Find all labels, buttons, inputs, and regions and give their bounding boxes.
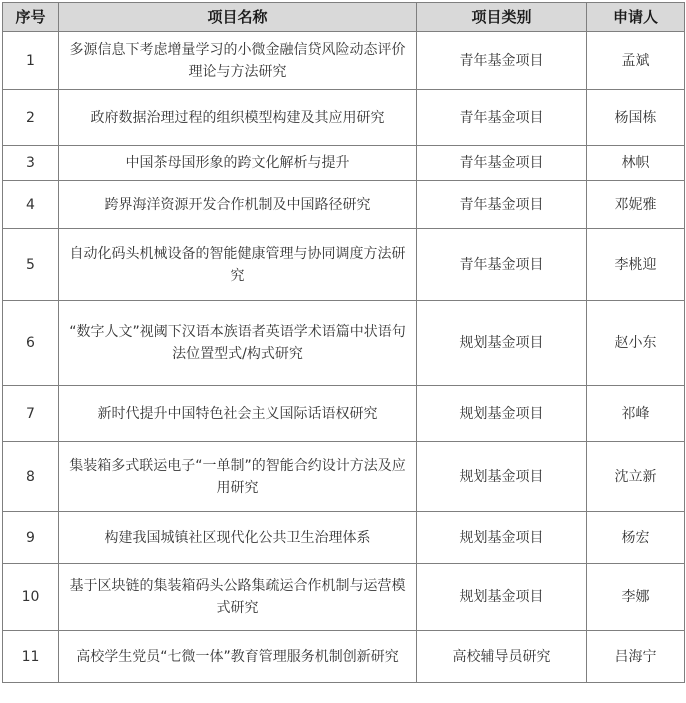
row-applicant: 沈立新 [587, 442, 685, 512]
row-category: 青年基金项目 [417, 90, 587, 146]
row-name: 集装箱多式联运电子“一单制”的智能合约设计方法及应用研究 [59, 442, 417, 512]
row-category: 规划基金项目 [417, 386, 587, 442]
row-no: 2 [3, 90, 59, 146]
row-name: 多源信息下考虑增量学习的小微金融信贷风险动态评价理论与方法研究 [59, 32, 417, 90]
header-name: 项目名称 [59, 3, 417, 32]
row-no: 11 [3, 631, 59, 683]
header-category: 项目类别 [417, 3, 587, 32]
row-no: 10 [3, 564, 59, 631]
row-applicant: 祁峰 [587, 386, 685, 442]
row-name: 自动化码头机械设备的智能健康管理与协同调度方法研究 [59, 229, 417, 301]
row-name: 新时代提升中国特色社会主义国际话语权研究 [59, 386, 417, 442]
row-no: 6 [3, 301, 59, 386]
table-row [3, 301, 685, 386]
projects-table [2, 2, 685, 683]
row-applicant: 李桃迎 [587, 229, 685, 301]
row-no: 8 [3, 442, 59, 512]
row-applicant: 邓妮雅 [587, 181, 685, 229]
table-row [3, 146, 685, 181]
table-row [3, 386, 685, 442]
row-applicant: 李娜 [587, 564, 685, 631]
row-name: “数字人文”视阈下汉语本族语者英语学术语篇中状语句法位置型式/构式研究 [59, 301, 417, 386]
row-applicant: 林帜 [587, 146, 685, 181]
table-row [3, 90, 685, 146]
header-no: 序号 [3, 3, 59, 32]
row-no: 9 [3, 512, 59, 564]
row-category: 青年基金项目 [417, 229, 587, 301]
row-category: 高校辅导员研究 [417, 631, 587, 683]
row-name: 跨界海洋资源开发合作机制及中国路径研究 [59, 181, 417, 229]
table-row [3, 631, 685, 683]
table-row [3, 181, 685, 229]
table-row [3, 32, 685, 90]
row-applicant: 杨国栋 [587, 90, 685, 146]
row-name: 基于区块链的集装箱码头公路集疏运合作机制与运营模式研究 [59, 564, 417, 631]
row-category: 青年基金项目 [417, 181, 587, 229]
row-category: 规划基金项目 [417, 512, 587, 564]
table-row [3, 229, 685, 301]
row-no: 7 [3, 386, 59, 442]
row-category: 青年基金项目 [417, 32, 587, 90]
header-applicant: 申请人 [587, 3, 685, 32]
row-no: 3 [3, 146, 59, 181]
row-category: 青年基金项目 [417, 146, 587, 181]
table-row [3, 512, 685, 564]
row-category: 规划基金项目 [417, 301, 587, 386]
row-category: 规划基金项目 [417, 564, 587, 631]
row-applicant: 吕海宁 [587, 631, 685, 683]
table-row [3, 442, 685, 512]
row-name: 中国茶母国形象的跨文化解析与提升 [59, 146, 417, 181]
row-applicant: 孟斌 [587, 32, 685, 90]
table-row [3, 564, 685, 631]
row-category: 规划基金项目 [417, 442, 587, 512]
row-no: 4 [3, 181, 59, 229]
row-applicant: 赵小东 [587, 301, 685, 386]
row-name: 政府数据治理过程的组织模型构建及其应用研究 [59, 90, 417, 146]
row-name: 高校学生党员“七微一体”教育管理服务机制创新研究 [59, 631, 417, 683]
row-no: 1 [3, 32, 59, 90]
row-no: 5 [3, 229, 59, 301]
row-name: 构建我国城镇社区现代化公共卫生治理体系 [59, 512, 417, 564]
row-applicant: 杨宏 [587, 512, 685, 564]
header-row [3, 3, 685, 32]
